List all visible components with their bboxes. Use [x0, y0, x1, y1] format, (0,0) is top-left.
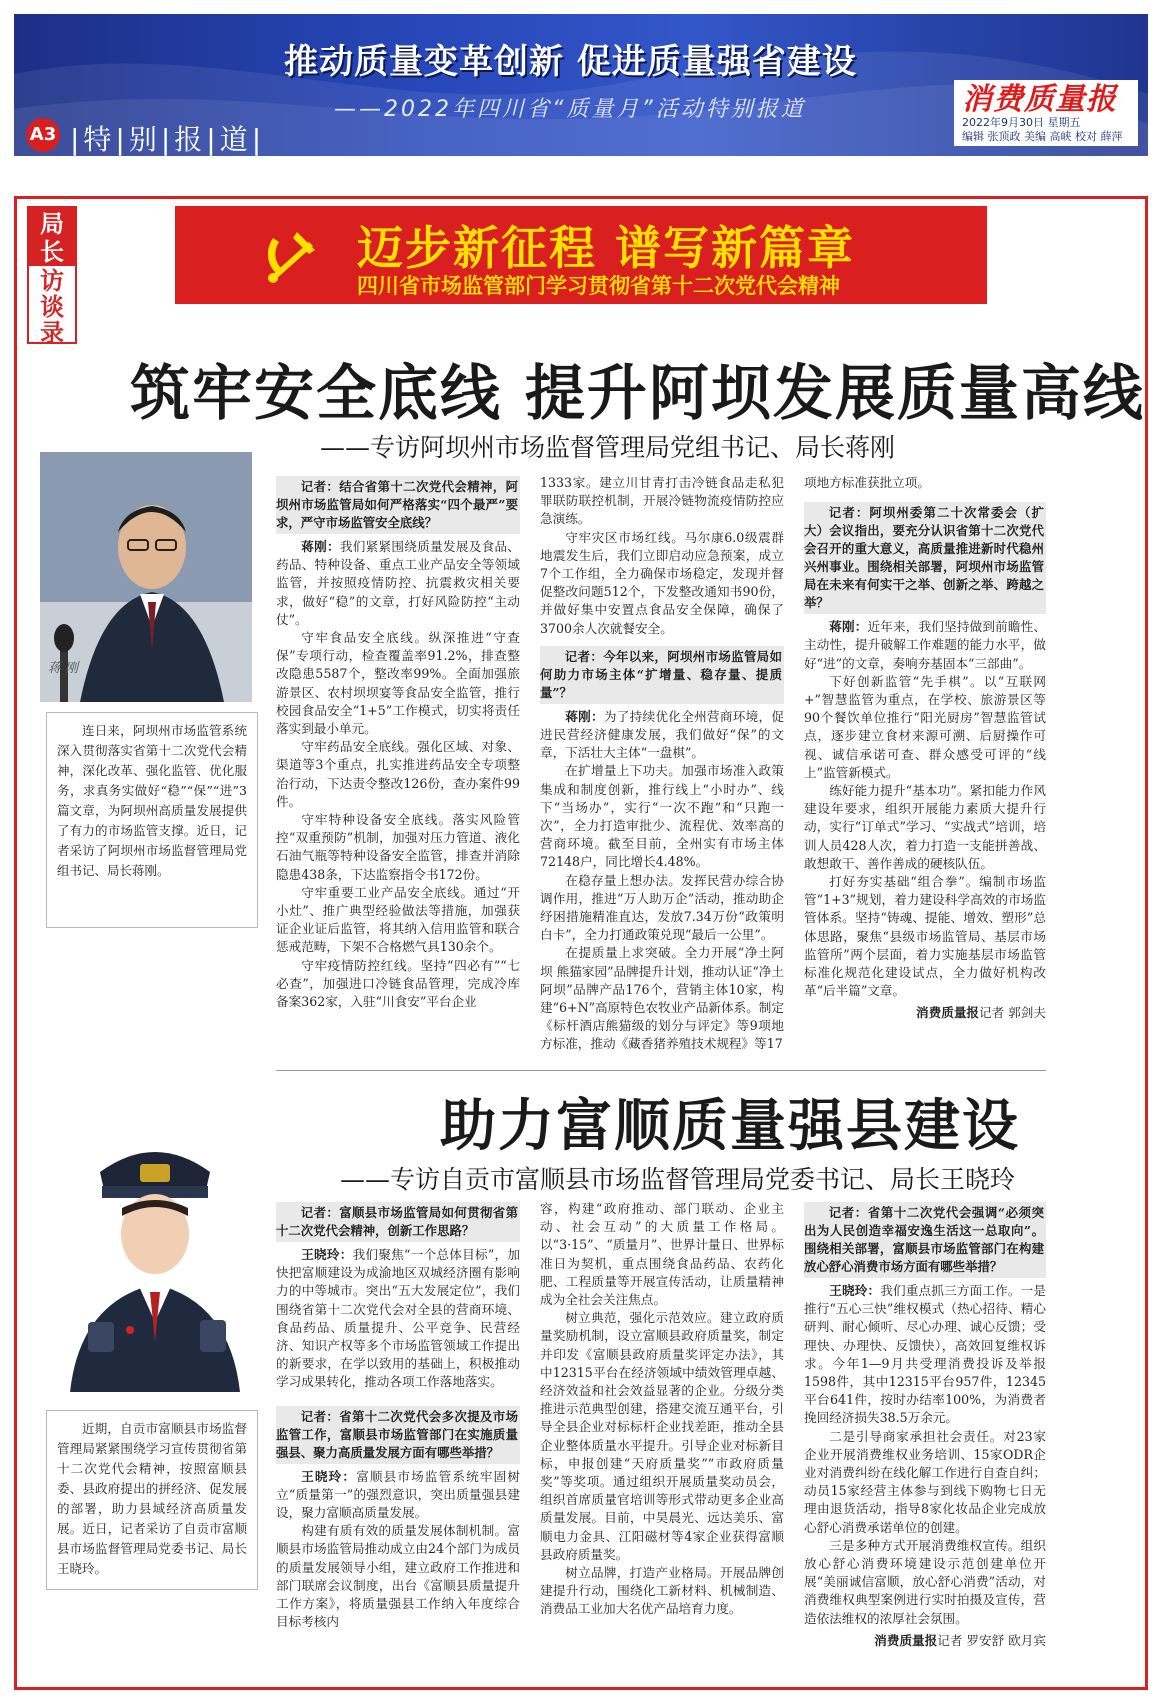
body-paragraph: 守牢特种设备安全底线。落实风险管控“双重预防”机制，加强对压力管道、液化石油气瓶等特种设备安全监管，排查并消除隐患438条，下达监察指令书172份。 — [276, 812, 520, 882]
issue-date: 2022年9月30日 星期五 — [962, 116, 1081, 129]
column-tag-bottom-text: 访谈录 — [40, 267, 64, 347]
answer-tag: 蒋刚： — [829, 619, 868, 635]
question-3 — [804, 502, 1046, 614]
article-b-column-2 — [540, 1200, 784, 1680]
body-paragraph: 在稳存量上想办法。发挥民营办综合协调作用，推进“万人助万企”活动，推动助企纾困措施精准直达，发放7.34万份“政策明白卡”，全力打通政策兑现“最后一公里”。 — [540, 872, 784, 943]
article-b-intro: 近期，自贡市富顺县市场监督管理局紧紧围绕学习宣传贯彻省第十二次党代会精神，按照富顺县委、县政府提出的拼经济、促发展的部署，助力县域经济高质量发展。近日，记者采访了自贡市富顺县市场监督管理局党委书记、局长王晓玲。 — [46, 1410, 258, 1590]
article-a-column-2 — [540, 474, 784, 1064]
question-1 — [276, 1202, 520, 1242]
answer-text: 富顺县市场监管系统牢固树立“质量第一”的强烈意识，突出质量强县建设，聚力富顺高质量发展。 — [276, 1468, 520, 1521]
byline-paper: 消费质量报 — [916, 1005, 980, 1021]
question-tag: 记者： — [564, 648, 604, 664]
body-paragraph: 守牢食品安全底线。纵深推进“守查保”专项行动，检查覆盖率91.2%，排查整改隐患5587个，整改率99%。全面加强旅游景区、农村坝坝宴等食品安全监管，推行校园食品安全“1+5”工作模式，切实将责任落实到最小单元。 — [276, 630, 520, 737]
question-text: 省第十二次党代会多次提及市场监管工作，富顺县市场监管部门在实施质量强县、聚力高质量发展方面有哪些举措？ — [276, 1408, 519, 1460]
question-tag: 记者： — [828, 505, 870, 521]
question-tag: 记者： — [300, 479, 340, 494]
section-divider — [276, 1070, 1046, 1071]
body-paragraph: 树立品牌，打造产业格局。开展品牌创建提升行动，围绕化工新材料、机械制造、消费品工业加大名优产品培育力度。 — [540, 1565, 784, 1617]
question-text: 省第十二次党代会强调“必须突出为人民创造幸福安逸生活这一总取向”。围绕相关部署，富顺县市场监管部门在构建放心舒心消费市场方面有哪些举措？ — [804, 1205, 1044, 1274]
byline — [804, 1004, 1046, 1022]
body-paragraph: 守牢疫情防控红线。坚持“四必有”“七必查”，加强进口冷链食品管理，完成冷库备案362家，入驻“川食安”平台企业 — [276, 957, 520, 1010]
body-paragraph: 练好能力提升“基本功”。紧扣能力作风建设年要求，组织开展能力素质大提升行动，实行“订单式”学习、“实战式”培训，培训人员428人次，着力打造一支能拼善战、敢想敢干、善作善成的硬核队伍。 — [804, 783, 1046, 871]
body-paragraph: 守牢药品安全底线。强化区域、对象、渠道等3个重点，扎实推进药品安全专项整治行动，下达责令整改126份，查办案件99件。 — [276, 739, 520, 809]
question-text: 结合省第十二次党代会精神，阿坝州市场监管局如何严格落实“四个最严”要求，严守市场监管安全底线？ — [276, 479, 519, 530]
answer-text: 我们紧紧围绕质量发展及食品、药品、特种设备、重点工业产品安全等领域监管，并按照疫情防控、抗震救灾相关要求，做好“稳”的文章，打好风险防控“主动仗”。 — [276, 539, 520, 627]
body-paragraph: 容，构建“政府推动、部门联动、企业主动、社会互动”的大质量工作格局。以“3·15”、“质量月”、世界计量日、世界标准日为契机，重点围绕食品药品、农药化肥、工程质量等开展宣传活动，让质量精神成为全社会关注焦点。 — [540, 1201, 784, 1308]
question-tag: 记者： — [828, 1205, 868, 1220]
article-b-title: 助力富顺质量强县建设 — [440, 1093, 1020, 1159]
article-a-subtitle: ——专访阿坝州市场监督管理局党组书记、局长蒋刚 — [320, 433, 896, 462]
newspaper-logo: 消费质量报 — [962, 82, 1117, 117]
answer-text: 我们聚焦“一个总体目标”，加快把富顺建设为成渝地区双城经济圈有影响力的中等城市。突出“五大发展定位”，我们围绕省第十二次党代会对全县的营商环境、食品药品、质量提升、公平竞争、民营经济、知识产权等多个市场监管领域工作提出的新要求，在学以致用的基础上，积极推动学习成果转化，推动各项工作落地落实。 — [276, 1247, 520, 1390]
answer-text: 我们重点抓三方面工作。一是推行“五心三快”维权模式（热心招待、精心研判、耐心倾听、尽心办理、诚心反馈；受理快、办理快、反馈快），高效回复维权诉求。今年1—9月共受理消费投诉及举报1598件，其中12315平台957件，12345平台641件，按时办结率100%，为消费者挽回经济损失38.5万余元。 — [804, 1283, 1046, 1426]
editor-credits: 编辑 张顶政 美编 高峡 校对 薛萍 — [962, 130, 1123, 143]
answer-tag: 蒋刚： — [301, 539, 340, 554]
article-a-column-1 — [276, 474, 520, 1064]
question-3 — [804, 1202, 1046, 1278]
body-paragraph: 二是引导商家承担社会责任。对23家企业开展消费维权业务培训、15家ODR企业对消费纠纷在线化解工作进行自查自纠；动员15家经营主体参与到线下购物七日无理由退货活动，指导8家化妆品企业完成放心舒心消费承诺单位的创建。 — [804, 1428, 1046, 1535]
newspaper-logo-box — [954, 80, 1138, 146]
body-paragraph: 下好创新监管“先手棋”。以“互联网+”智慧监管为重点，在学校、旅游景区等90个餐饮单位推行“阳光厨房”智慧监管试点，逐步建立食材来源可溯、后厨操作可视、诚信承诺可查、群众感受可评的“线上”监管新模式。 — [804, 673, 1046, 780]
article-a-title: 筑牢安全底线 提升阿坝发展质量高线 — [130, 359, 1145, 429]
question-tag: 记者： — [300, 1408, 340, 1424]
answer-text: 为了持续优化全州营商环境，促进民营经济健康发展，我们做好“保”的文章，下活壮大主体“一盘棋”。 — [540, 708, 784, 761]
body-paragraph: 项地方标准获批立项。 — [804, 475, 930, 490]
article-a-intro: 连日来，阿坝州市场监管系统深入贯彻落实省第十二次党代会精神，深化改革、强化监管、优化服务，求真务实做好“稳”“保”“进”3篇文章，为阿坝州高质量发展提供了有力的市场监管支撑。近日，记者采访了阿坝州市场监督管理局党组书记、局长蒋刚。 — [46, 712, 258, 928]
column-tag-bottom — [29, 266, 75, 346]
question-text: 富顺县市场监管局如何贯彻省第十二次党代会精神，创新工作思路？ — [276, 1205, 519, 1238]
masthead-subtitle: ——2022年四川省“质量月”活动特别报道 — [334, 97, 806, 122]
answer-tag: 蒋刚： — [565, 708, 604, 724]
column-tag-top-text: 局长 — [40, 210, 64, 266]
answer-tag: 王晓玲： — [301, 1468, 357, 1484]
article-b-column-1 — [276, 1200, 520, 1680]
answer-tag: 王晓玲： — [829, 1283, 881, 1298]
theme-banner — [175, 206, 987, 304]
article-b-column-3 — [804, 1200, 1046, 1680]
masthead — [14, 14, 1148, 156]
question-text: 阿坝州委第二十次常委会（扩大）会议指出，要充分认识省第十二次党代会召开的重大意义，高质量推进新时代稳州兴州事业。围绕相关部署，阿坝州市场监管局在未来有何实干之举、创新之举、跨越之举？ — [804, 505, 1044, 611]
banner-subtitle: 四川省市场监管部门学习贯彻省第十二次党代会精神 — [357, 274, 840, 298]
body-paragraph: 1333家。建立川甘青打击冷链食品走私犯罪联防联控机制，开展冷链物流疫情防控应急演练。 — [540, 475, 784, 527]
banner-title: 迈步新征程 谱写新篇章 — [357, 221, 856, 275]
answer-text: 近年来，我们坚持做到前瞻性、主动性，提升破解工作难题的能力水平，做好“进”的文章，奏响夯基固本“三部曲”。 — [804, 619, 1046, 671]
page-number-badge: A3 — [26, 118, 60, 152]
masthead-headline: 推动质量变革创新 促进质量强省建设 — [284, 42, 857, 82]
question-2 — [540, 646, 784, 704]
answer-paragraph — [804, 1282, 1046, 1428]
body-paragraph: 在扩增量上下功夫。加强市场准入政策集成和制度创新，推行线上“小时办”、线下“当场办”，实行“一次不跑”和“只跑一次”，全力打造审批少、流程优、效率高的营商环境。截至目前，全州实有市场主体72148户，同比增长4.48%。 — [540, 763, 784, 870]
column-tag — [27, 206, 77, 347]
body-paragraph: 树立典范，强化示范效应。建立政府质量奖励机制，设立富顺县政府质量奖，制定并印发《富顺县政府质量奖评定办法》，其中12315平台在经济领域中绩效管理卓越、经济效益和社会效益显著的企业。分级分类推进示范典型创建，搭建交流互通平台，引导全县企业对标标杆企业找差距，推动全县企业整体质量水平提升。引导企业对标新目标，申报创建“天府质量奖”“市政府质量奖”等奖项。通过组织开展质量奖动员会，组织首席质量官培训等形式带动更多企业高质量发展。目前，中昊晨光、远达美乐、富顺电力金具、江阳磁材等4家企业获得富顺县政府质量奖。 — [540, 1310, 784, 1562]
answer-paragraph — [804, 618, 1046, 673]
photo-caption-a: 蒋 刚 — [48, 661, 79, 676]
question-text: 今年以来，阿坝州市场监管局如何助力市场主体“扩增量、稳存量、提质量”？ — [540, 648, 783, 700]
byline — [804, 1632, 1046, 1650]
body-paragraph: 守牢灾区市场红线。马尔康6.0级震群地震发生后，我们立即启动应急预案，成立7个工作组，全力确保市场稳定，发现并督促整改问题512个，下发整改通知书90份，并做好集中安置点食品安全保障，确保了3700余人次就餐安全。 — [540, 529, 784, 636]
question-1 — [276, 476, 520, 534]
portrait-illustration-b — [40, 1112, 270, 1392]
body-paragraph: 打好夯实基础“组合拳”。编制市场监管“1+3”规划，着力建设科学高效的市场监管体系。坚持“铸魂、提能、增效、塑形”总体思路，聚焦“县级市场监管局、基层市场监管所”两个层面，着力实施基层市场监管标准化规范化建设试点，全力做好机构改革“后半篇”文章。 — [804, 874, 1046, 999]
byline-reporter: 记者 罗安舒 欧月宾 — [937, 1632, 1046, 1648]
byline-paper: 消费质量报 — [874, 1632, 938, 1648]
article-a-portrait — [40, 452, 252, 702]
section-name: |特|别|报|道| — [70, 123, 266, 156]
question-2 — [276, 1406, 520, 1464]
article-b-portrait — [40, 1112, 270, 1392]
body-paragraph: 构建有质有效的质量发展体制机制。富顺县市场监管局推动成立由24个部门为成员的质量发展领导小组，建立政府工作推进和部门联席会议制度，出台《富顺县质量提升工作方案》，将质量强县工作纳入年度综合目标考核内 — [276, 1523, 520, 1630]
article-a-column-3 — [804, 474, 1046, 1064]
answer-tag: 王晓玲： — [301, 1247, 353, 1262]
answer-paragraph — [276, 1246, 520, 1392]
column-tag-top — [29, 208, 75, 266]
answer-paragraph — [276, 1468, 520, 1523]
article-b-subtitle: ——专访自贡市富顺县市场监督管理局党委书记、局长王晓玲 — [340, 1165, 1016, 1194]
body-paragraph: 在提质量上求突破。全力开展“净土阿坝 熊猫家园”品牌提升计划，推动认证“净土阿坝”品牌产品176个，营销主体10家，构建“6+N”高原特色农牧业产品新体系。制定《标杆酒店熊猫级的划分与评定》等9项地方标准，推动《藏香猪养殖技术规程》等17 — [540, 945, 784, 1052]
question-tag: 记者： — [300, 1205, 340, 1220]
body-paragraph: 守牢重要工业产品安全底线。通过“开小灶”、推广典型经验做法等措施，加强获证企业证后监管，将其纳入信用监管和联合惩戒范畴，下架不合格燃气具130余个。 — [276, 884, 520, 955]
byline-reporter: 记者 郭剑夫 — [979, 1005, 1046, 1021]
body-paragraph: 三是多种方式开展消费维权宣传。组织放心舒心消费环境建设示范创建单位开展“美丽诚信富顺，放心舒心消费”活动，对消费维权典型案例进行实时拍摄及宣传，营造依法维权的浓厚社会氛围。 — [804, 1537, 1046, 1626]
answer-paragraph — [276, 538, 520, 629]
party-emblem-icon — [257, 224, 327, 288]
answer-paragraph — [540, 708, 784, 763]
